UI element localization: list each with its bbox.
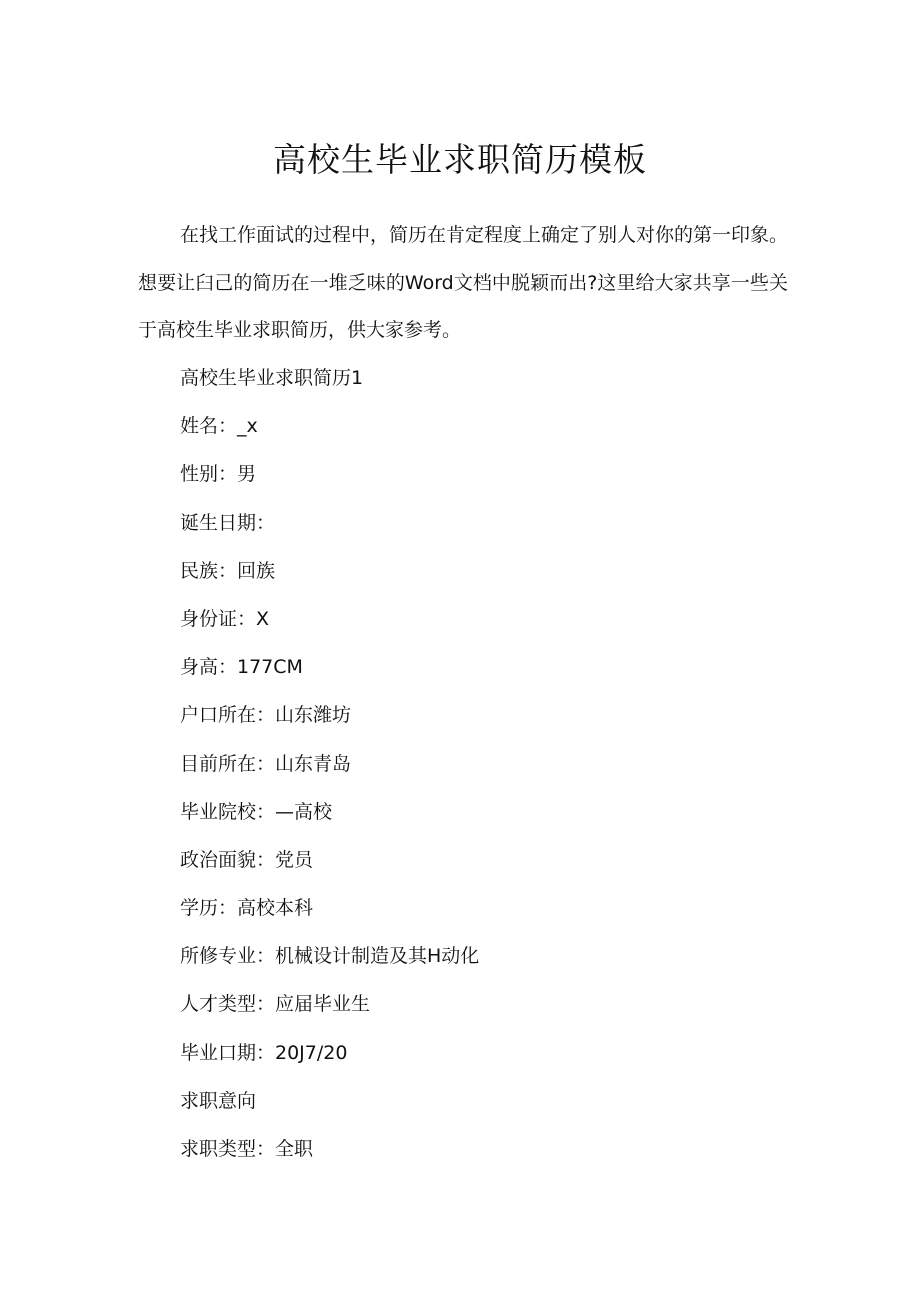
field-graduate-school: 毕业院校：—高校 <box>180 800 333 823</box>
field-height: 身高：177CM <box>180 656 303 679</box>
field-education: 学历：高校本科 <box>180 897 314 920</box>
section-heading-resume-1: 高校生毕业求职简历1 <box>180 367 364 389</box>
field-hukou: 户口所在：山东潍坊 <box>180 704 352 727</box>
section-heading-job-intent: 求职意向 <box>180 1089 257 1112</box>
field-id-card: 身份证：X <box>180 607 270 630</box>
field-political-status: 政治面貌：党员 <box>180 848 314 871</box>
intro-paragraph: 在找工作面试的过程中，简历在肯定程度上确定了别人对你的第一印象。想要让臼己的简历在一堆乏味的Word文档中脱颖而出?这里给大家共享一些关于高校生毕业求职简历，供大家参考。 <box>138 224 789 341</box>
field-job-type: 求职类型：全职 <box>180 1138 314 1160</box>
field-graduation-date: 毕业口期：20J7/20 <box>180 1041 348 1064</box>
field-talent-type: 人才类型：应届毕业生 <box>180 993 371 1016</box>
field-gender: 性别：男 <box>180 463 257 486</box>
document-title: 高校生毕业求职简历模板 <box>273 140 647 179</box>
field-current-location: 目前所在：山东青岛 <box>180 752 352 775</box>
field-major: 所修专业：机械设计制造及其H动化 <box>180 945 480 968</box>
resume-field-list <box>180 354 780 1173</box>
field-name: 姓名：_x <box>180 415 258 438</box>
field-ethnicity: 民族：回族 <box>180 559 276 582</box>
field-birth-date: 诞生日期： <box>180 511 276 534</box>
